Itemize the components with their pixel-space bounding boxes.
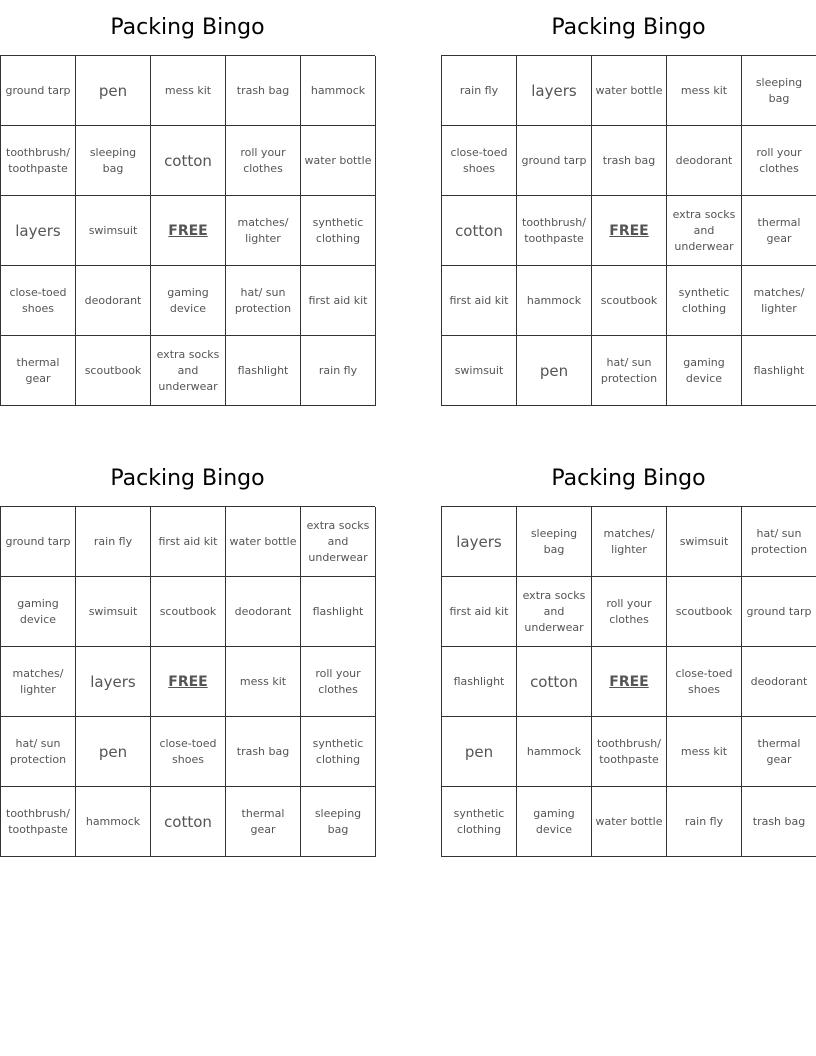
bingo-cell: extra socks and underwear — [667, 196, 742, 266]
bingo-cell: scoutbook — [151, 577, 226, 647]
bingo-cell: close-toed shoes — [1, 266, 76, 336]
bingo-cell: hammock — [517, 266, 592, 336]
bingo-cell: sleeping bag — [742, 56, 816, 126]
bingo-cell: thermal gear — [226, 787, 301, 857]
bingo-cell: hat/ sun protection — [226, 266, 301, 336]
bingo-cell: hammock — [517, 717, 592, 787]
bingo-cell: scoutbook — [76, 336, 151, 406]
bingo-cell: deodorant — [76, 266, 151, 336]
bingo-cell: roll your clothes — [301, 647, 376, 717]
bingo-cell: toothbrush/ toothpaste — [517, 196, 592, 266]
bingo-cell: deodorant — [667, 126, 742, 196]
bingo-cell: rain fly — [667, 787, 742, 857]
free-space: FREE — [592, 196, 667, 266]
bingo-cell: flashlight — [301, 577, 376, 647]
bingo-cell: close-toed shoes — [667, 647, 742, 717]
bingo-cell: matches/ lighter — [1, 647, 76, 717]
bingo-cell: roll your clothes — [592, 577, 667, 647]
bingo-cell: water bottle — [592, 56, 667, 126]
bingo-card — [441, 0, 816, 406]
bingo-grid — [441, 506, 816, 857]
bingo-cell: thermal gear — [742, 717, 816, 787]
bingo-cell: rain fly — [301, 336, 376, 406]
bingo-cell: close-toed shoes — [442, 126, 517, 196]
bingo-cell: swimsuit — [76, 577, 151, 647]
bingo-cell: thermal gear — [1, 336, 76, 406]
bingo-cell: mess kit — [667, 717, 742, 787]
bingo-cell: extra socks and underwear — [151, 336, 226, 406]
bingo-cell: gaming device — [667, 336, 742, 406]
bingo-cell: ground tarp — [517, 126, 592, 196]
bingo-cell: close-toed shoes — [151, 717, 226, 787]
bingo-cell: swimsuit — [76, 196, 151, 266]
bingo-cell: scoutbook — [592, 266, 667, 336]
bingo-cell: first aid kit — [301, 266, 376, 336]
bingo-cell: rain fly — [76, 507, 151, 577]
bingo-cell: layers — [517, 56, 592, 126]
bingo-cell: trash bag — [592, 126, 667, 196]
bingo-cell: scoutbook — [667, 577, 742, 647]
bingo-cell: pen — [442, 717, 517, 787]
bingo-cell: sleeping bag — [517, 507, 592, 577]
bingo-cell: ground tarp — [1, 507, 76, 577]
bingo-cell: matches/ lighter — [226, 196, 301, 266]
card-title: Packing Bingo — [110, 466, 265, 491]
bingo-cell: trash bag — [742, 787, 816, 857]
bingo-cell: sleeping bag — [76, 126, 151, 196]
bingo-cell: swimsuit — [442, 336, 517, 406]
bingo-cell: swimsuit — [667, 507, 742, 577]
bingo-cell: extra socks and underwear — [517, 577, 592, 647]
bingo-cell: gaming device — [151, 266, 226, 336]
bingo-cell: hat/ sun protection — [742, 507, 816, 577]
bingo-cell: flashlight — [442, 647, 517, 717]
bingo-cell: extra socks and underwear — [301, 507, 376, 577]
bingo-cell: mess kit — [667, 56, 742, 126]
bingo-cell: layers — [442, 507, 517, 577]
bingo-cell: mess kit — [226, 647, 301, 717]
bingo-cell: deodorant — [226, 577, 301, 647]
bingo-cell: sleeping bag — [301, 787, 376, 857]
bingo-cell: matches/ lighter — [742, 266, 816, 336]
bingo-cell: deodorant — [742, 647, 816, 717]
bingo-cell: cotton — [517, 647, 592, 717]
bingo-cell: cotton — [151, 126, 226, 196]
bingo-cell: first aid kit — [151, 507, 226, 577]
bingo-cell: toothbrush/ toothpaste — [1, 787, 76, 857]
bingo-cell: hammock — [301, 56, 376, 126]
bingo-card — [441, 451, 816, 857]
bingo-cell: matches/ lighter — [592, 507, 667, 577]
card-title: Packing Bingo — [110, 15, 265, 40]
bingo-cell: hammock — [76, 787, 151, 857]
card-title: Packing Bingo — [551, 15, 706, 40]
bingo-grid — [441, 55, 816, 406]
bingo-card — [0, 451, 375, 857]
bingo-cell: first aid kit — [442, 266, 517, 336]
bingo-cell: synthetic clothing — [667, 266, 742, 336]
bingo-cell: synthetic clothing — [301, 196, 376, 266]
bingo-cell: hat/ sun protection — [592, 336, 667, 406]
bingo-grid — [0, 506, 375, 857]
bingo-cell: rain fly — [442, 56, 517, 126]
bingo-cell: layers — [76, 647, 151, 717]
free-space: FREE — [151, 647, 226, 717]
bingo-cell: trash bag — [226, 717, 301, 787]
bingo-cell: ground tarp — [742, 577, 816, 647]
bingo-cell: trash bag — [226, 56, 301, 126]
bingo-cell: pen — [517, 336, 592, 406]
bingo-cell: water bottle — [301, 126, 376, 196]
bingo-grid — [0, 55, 375, 406]
bingo-cell: roll your clothes — [742, 126, 816, 196]
bingo-cell: gaming device — [1, 577, 76, 647]
bingo-cell: toothbrush/ toothpaste — [592, 717, 667, 787]
bingo-cell: flashlight — [226, 336, 301, 406]
bingo-cell: first aid kit — [442, 577, 517, 647]
bingo-cell: layers — [1, 196, 76, 266]
free-space: FREE — [592, 647, 667, 717]
bingo-cell: cotton — [151, 787, 226, 857]
bingo-cell: pen — [76, 717, 151, 787]
bingo-cell: flashlight — [742, 336, 816, 406]
bingo-cell: water bottle — [226, 507, 301, 577]
bingo-cell: cotton — [442, 196, 517, 266]
bingo-cell: water bottle — [592, 787, 667, 857]
card-title: Packing Bingo — [551, 466, 706, 491]
bingo-cell: mess kit — [151, 56, 226, 126]
bingo-cell: gaming device — [517, 787, 592, 857]
bingo-cell: toothbrush/ toothpaste — [1, 126, 76, 196]
free-space: FREE — [151, 196, 226, 266]
bingo-cell: synthetic clothing — [301, 717, 376, 787]
bingo-cell: synthetic clothing — [442, 787, 517, 857]
bingo-cell: ground tarp — [1, 56, 76, 126]
bingo-cell: roll your clothes — [226, 126, 301, 196]
bingo-cell: hat/ sun protection — [1, 717, 76, 787]
bingo-cell: thermal gear — [742, 196, 816, 266]
bingo-card — [0, 0, 375, 406]
bingo-cell: pen — [76, 56, 151, 126]
